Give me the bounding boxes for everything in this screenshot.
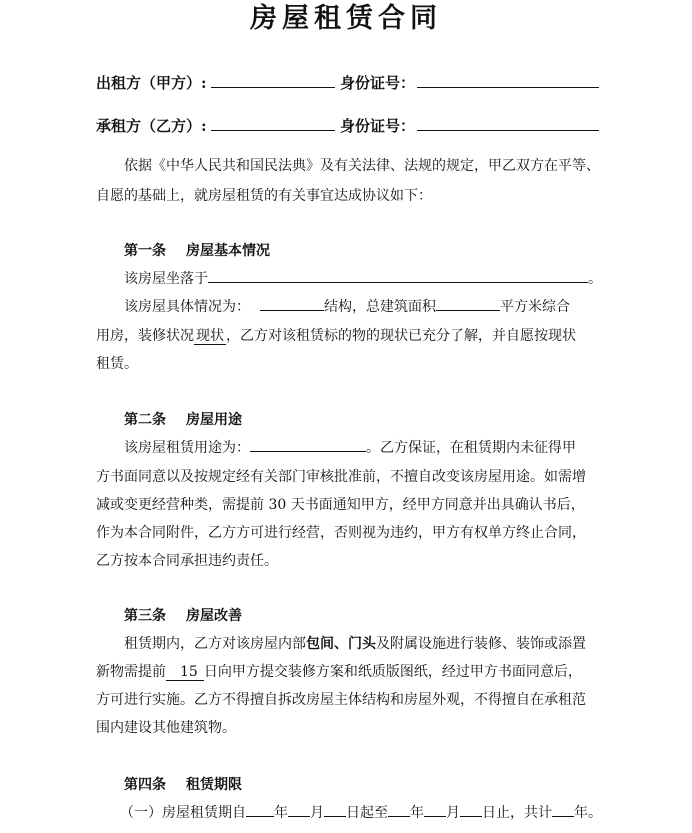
lessee-id-field[interactable] xyxy=(417,117,599,131)
renovation-scope: 包间、门头 xyxy=(306,636,376,652)
end-month-field[interactable] xyxy=(424,803,446,817)
use-prefix: 该房屋租赁用途为： xyxy=(124,440,250,456)
article-3-line-4: 围内建设其他建筑物。 xyxy=(96,720,236,736)
renovation-text-a: 租赁期内，乙方对该房屋内部 xyxy=(124,636,306,652)
article-1-line-2 xyxy=(96,325,576,345)
article-2-title: 房屋用途 xyxy=(186,412,242,428)
article-3-line-2 xyxy=(96,661,582,681)
location-field[interactable] xyxy=(208,269,588,283)
day-to-label: 日止，共计 xyxy=(482,805,552,821)
use-field[interactable] xyxy=(250,438,366,452)
structure-field[interactable] xyxy=(260,297,324,311)
lessor-name-field[interactable] xyxy=(211,74,335,88)
article-1-location xyxy=(124,268,602,288)
intro-line-1: 依据《中华人民共和国民法典》及有关法律、法规的规定，甲乙双方在平等、 xyxy=(124,158,600,174)
article-2-line-4: 作为本合同附件，乙方方可进行经营，否则视为违约，甲方有权单方终止合同， xyxy=(96,525,586,541)
period-prefix: （一）房屋租赁期自 xyxy=(120,805,246,821)
article-2-line-2: 方书面同意以及按规定经有关部门审核批准前，不擅自改变该房屋用途。如需增 xyxy=(96,469,586,485)
decoration-suffix: ，乙方对该租赁标的物的现状已充分了解，并自愿按现状 xyxy=(226,328,576,344)
article-1-number: 第一条 xyxy=(124,243,166,259)
lessee-name-field[interactable] xyxy=(211,117,335,131)
structure-suffix: 结构，总建筑面积 xyxy=(324,299,436,315)
day-from-label: 日起至 xyxy=(346,805,388,821)
year-label: 年 xyxy=(410,805,424,821)
lessor-id-label: 身份证号： xyxy=(340,74,416,92)
article-4-number: 第四条 xyxy=(124,777,166,793)
location-prefix: 该房屋坐落于 xyxy=(124,271,208,287)
lessee-id-row xyxy=(340,115,599,136)
end-day-field[interactable] xyxy=(460,803,482,817)
article-2-line-5: 乙方按本合同承担违约责任。 xyxy=(96,553,278,569)
article-4-item-1 xyxy=(120,802,602,822)
period-end-label: 年。 xyxy=(574,805,602,821)
lessor-label: 出租方（甲方）: xyxy=(96,74,207,92)
article-3-title: 房屋改善 xyxy=(186,608,242,624)
article-3-line-3: 方可进行实施。乙方不得擅自拆改房屋主体结构和房屋外观，不得擅自在承租范 xyxy=(96,692,586,708)
article-2-use-line xyxy=(124,437,576,457)
article-2-heading xyxy=(124,409,242,429)
lessee-id-label: 身份证号： xyxy=(340,117,416,135)
article-3-number: 第三条 xyxy=(124,608,166,624)
area-suffix: 平方米综合 xyxy=(500,299,570,315)
detail-prefix: 该房屋具体情况为： xyxy=(124,299,250,315)
decoration-prefix: 用房，装修状况 xyxy=(96,328,194,344)
article-3-heading xyxy=(124,605,242,625)
start-year-field[interactable] xyxy=(246,803,274,817)
article-1-heading xyxy=(124,240,270,260)
total-years-field[interactable] xyxy=(552,803,574,817)
lessor-row xyxy=(96,72,335,93)
use-suffix: 。乙方保证，在租赁期内未征得甲 xyxy=(366,440,576,456)
days-field[interactable]: 15 xyxy=(166,664,204,681)
document-title: 房屋租赁合同 xyxy=(250,3,442,34)
start-day-field[interactable] xyxy=(324,803,346,817)
lessee-label: 承租方（乙方）: xyxy=(96,117,207,135)
area-field[interactable] xyxy=(436,297,500,311)
article-1-detail-line xyxy=(124,296,570,316)
article-3-line-1 xyxy=(124,633,586,653)
article-4-title: 租赁期限 xyxy=(186,777,242,793)
renovation-text-b: 及附属设施进行装修、装饰或添置 xyxy=(376,636,586,652)
month-label: 月 xyxy=(310,805,324,821)
lessor-id-row xyxy=(340,72,599,93)
lessor-id-field[interactable] xyxy=(417,74,599,88)
end-year-field[interactable] xyxy=(388,803,410,817)
lessee-row xyxy=(96,115,335,136)
article-2-line-3: 减或变更经营种类，需提前 30 天书面通知甲方，经甲方同意并出具确认书后， xyxy=(96,497,585,513)
article-4-heading xyxy=(124,774,242,794)
days-prefix: 新物需提前 xyxy=(96,664,166,680)
year-label: 年 xyxy=(274,805,288,821)
location-suffix: 。 xyxy=(588,271,602,287)
start-month-field[interactable] xyxy=(288,803,310,817)
days-suffix: 日向甲方提交装修方案和纸质版图纸，经过甲方书面同意后， xyxy=(203,664,582,680)
article-2-number: 第二条 xyxy=(124,412,166,428)
article-1-title: 房屋基本情况 xyxy=(186,243,270,259)
decoration-status-field[interactable]: 现状 xyxy=(196,328,224,344)
article-1-line-3: 租赁。 xyxy=(96,356,138,372)
intro-line-2: 自愿的基础上，就房屋租赁的有关事宜达成协议如下： xyxy=(96,188,432,204)
month-label: 月 xyxy=(446,805,460,821)
